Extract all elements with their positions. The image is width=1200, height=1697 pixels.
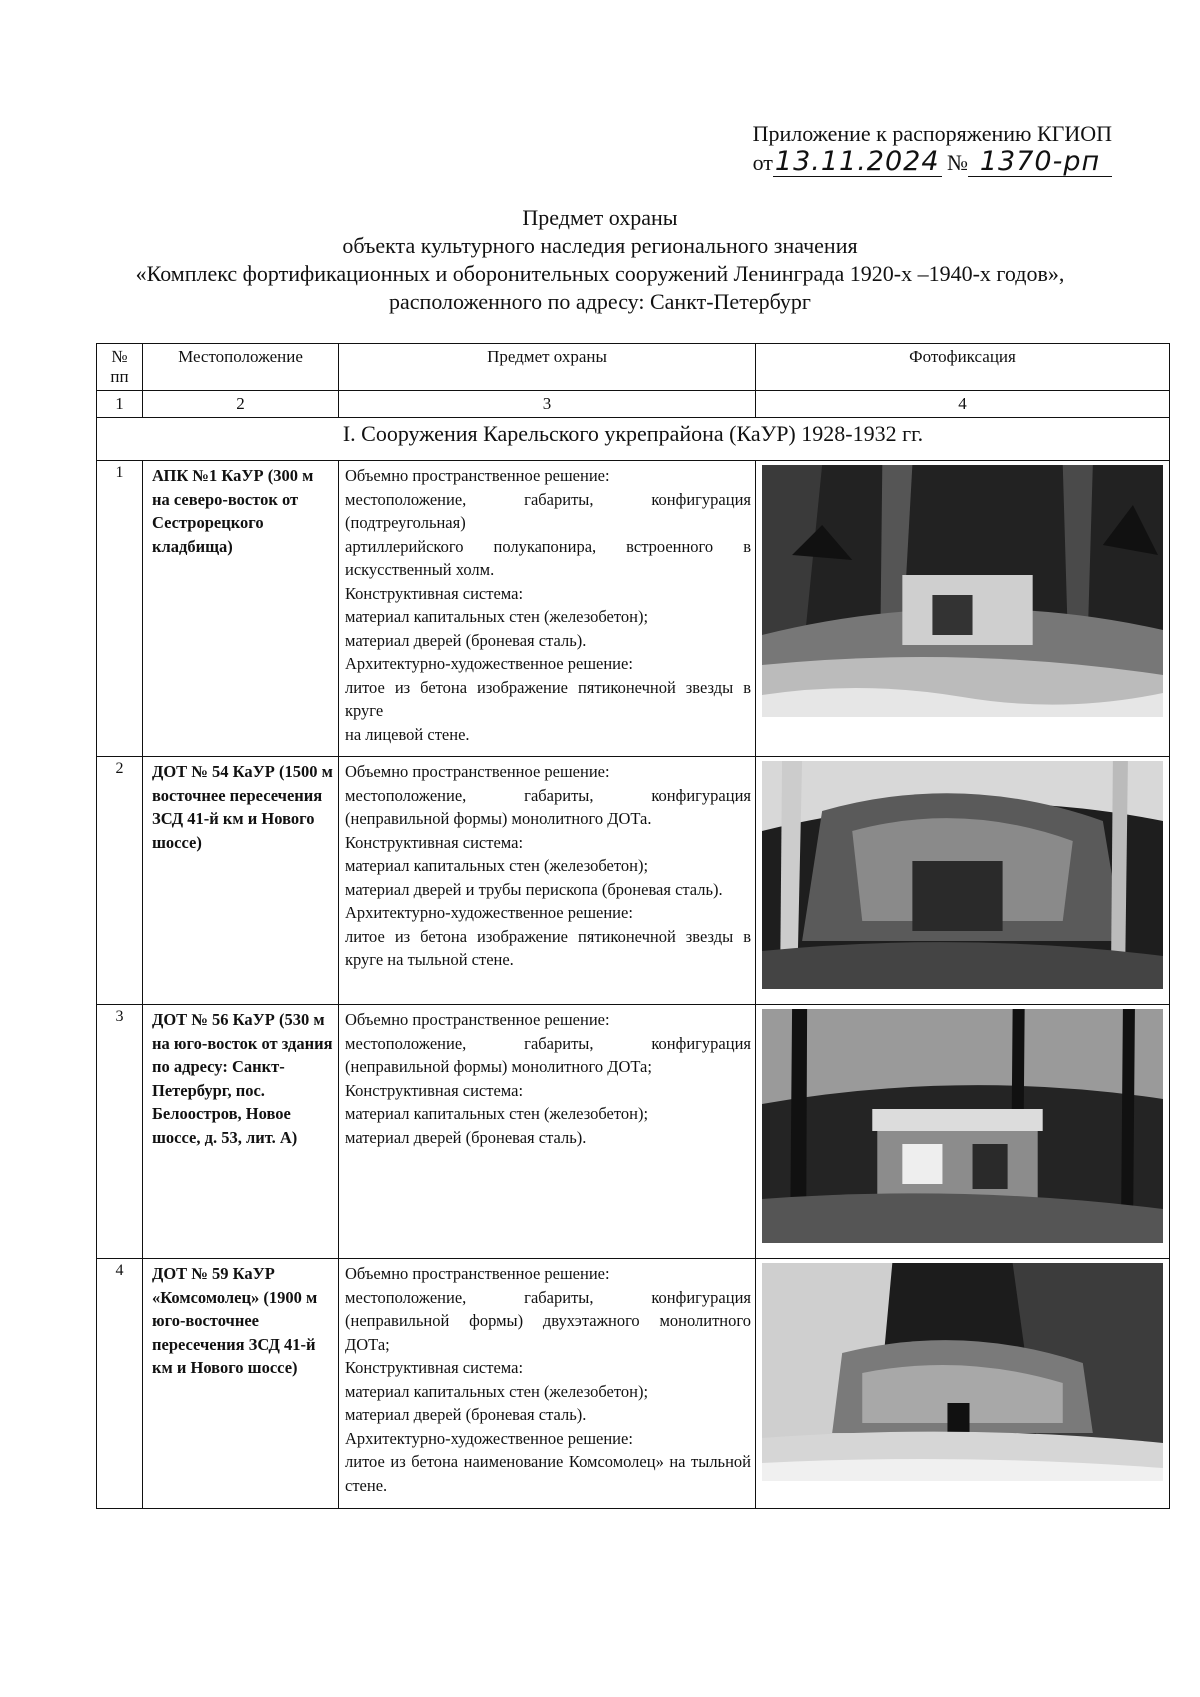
column-number: 3 bbox=[339, 391, 756, 418]
section-title: I. Сооружения Карельского укрепрайона (КаУР) 1928-1932 гг. bbox=[97, 418, 1170, 461]
row-location: ДОТ № 59 КаУР «Комсомолец» (1900 м юго-восточнее пересечения ЗСД 41-й км и Нового шоссе) bbox=[143, 1259, 339, 1509]
column-number-row bbox=[97, 391, 1170, 418]
subject-line: литое из бетона изображение пятиконечной звезды в круге на тыльной стене. bbox=[345, 926, 751, 969]
header-location: Местоположение bbox=[143, 344, 339, 391]
subject-line: Объемно пространственное решение: bbox=[345, 466, 610, 485]
subject-line: материал капитальных стен (железобетон); bbox=[345, 1381, 649, 1401]
subject-line: Объемно пространственное решение: bbox=[345, 1010, 610, 1029]
subject-line: Конструктивная система: bbox=[345, 583, 524, 603]
number-label: № bbox=[947, 150, 968, 175]
row-number: 1 bbox=[97, 461, 143, 757]
table-row bbox=[97, 1259, 1170, 1509]
table-header-row bbox=[97, 344, 1170, 391]
photo-bunker-apk1 bbox=[762, 465, 1163, 717]
table-row bbox=[97, 1005, 1170, 1259]
subject-line: материал дверей (броневая сталь). bbox=[345, 630, 587, 650]
photo-bunker-dot59 bbox=[762, 1263, 1163, 1481]
subject-line: материал дверей (броневая сталь). bbox=[345, 1405, 587, 1424]
column-number: 1 bbox=[97, 391, 143, 418]
column-number: 4 bbox=[756, 391, 1170, 418]
row-location: ДОТ № 54 КаУР (1500 м восточнее пересечения ЗСД 41-й км и Нового шоссе) bbox=[143, 757, 339, 1005]
column-number: 2 bbox=[143, 391, 339, 418]
subject-line: на лицевой стене. bbox=[345, 724, 470, 744]
handwritten-date: 13.11.2024 bbox=[774, 146, 940, 177]
row-subject bbox=[339, 1259, 756, 1509]
subject-line: артиллерийского полукапонира, встроенного в искусственный холм. bbox=[345, 536, 751, 579]
table-row bbox=[97, 757, 1170, 1005]
subject-line: местоположение, габариты, конфигурация (неправильной формы) монолитного ДОТа; bbox=[345, 1033, 751, 1076]
row-number: 4 bbox=[97, 1259, 143, 1509]
subject-line: материал капитальных стен (железобетон); bbox=[345, 1104, 649, 1123]
handwritten-number: 1370-рп bbox=[968, 148, 1112, 177]
annex-line: Приложение к распоряжению КГИОП bbox=[752, 121, 1112, 146]
subject-line: материал капитальных стен (железобетон); bbox=[345, 856, 649, 875]
subject-line: литое из бетона наименование Комсомолец» на тыльной стене. bbox=[345, 1452, 751, 1495]
row-location: ДОТ № 56 КаУР (530 м на юго-восток от здания по адресу: Санкт-Петербург, пос. Белоостров, Новое шоссе, д. 53, лит. А) bbox=[143, 1005, 339, 1259]
row-number: 2 bbox=[97, 757, 143, 1005]
subject-line: материал дверей и трубы перископа (броневая сталь). bbox=[345, 879, 723, 899]
row-number: 3 bbox=[97, 1005, 143, 1259]
subject-line: Конструктивная система: bbox=[345, 1080, 524, 1100]
annex-header bbox=[753, 120, 1112, 177]
subject-line: местоположение, габариты, конфигурация (неправильной формы) монолитного ДОТа. bbox=[345, 785, 751, 828]
row-photo-cell bbox=[756, 757, 1170, 1005]
row-photo-cell bbox=[756, 461, 1170, 757]
subject-line: материал дверей (броневая сталь). bbox=[345, 1127, 587, 1147]
row-photo-cell bbox=[756, 1259, 1170, 1509]
subject-line: Архитектурно-художественное решение: bbox=[345, 654, 633, 673]
title-line-2: объекта культурного наследия регионального значения bbox=[342, 233, 858, 258]
subject-line: Объемно пространственное решение: bbox=[345, 762, 610, 781]
title-line-4: расположенного по адресу: Санкт-Петербург bbox=[389, 289, 811, 314]
row-photo-cell bbox=[756, 1005, 1170, 1259]
photo-bunker-dot54 bbox=[762, 761, 1163, 989]
title-line-1: Предмет охраны bbox=[522, 205, 678, 230]
document-title bbox=[60, 204, 1140, 316]
subject-line: литое из бетона изображение пятиконечной звезды в круге bbox=[345, 677, 751, 720]
header-subject: Предмет охраны bbox=[339, 344, 756, 391]
photo-bunker-dot56 bbox=[762, 1009, 1163, 1243]
header-number: № пп bbox=[97, 344, 143, 391]
title-line-3: «Комплекс фортификационных и оборонительных сооружений Ленинграда 1920-х –1940-х годов», bbox=[135, 261, 1065, 286]
row-location: АПК №1 КаУР (300 м на северо-восток от Сестрорецкого кладбища) bbox=[143, 461, 339, 757]
subject-line: Архитектурно-художественное решение: bbox=[345, 1428, 633, 1448]
subject-line: Архитектурно-художественное решение: bbox=[345, 903, 633, 922]
subject-line: Объемно пространственное решение: bbox=[345, 1264, 610, 1283]
protection-subject-table bbox=[96, 343, 1170, 1509]
subject-line: местоположение, габариты, конфигурация (подтреугольная) bbox=[345, 489, 751, 532]
from-label: от bbox=[752, 150, 773, 175]
row-subject bbox=[339, 1005, 756, 1259]
subject-line: Конструктивная система: bbox=[345, 832, 524, 852]
row-subject bbox=[339, 461, 756, 757]
section-row bbox=[97, 418, 1170, 461]
table-row bbox=[97, 461, 1170, 757]
subject-line: Конструктивная система: bbox=[345, 1358, 524, 1377]
header-photo: Фотофиксация bbox=[756, 344, 1170, 391]
row-subject bbox=[339, 757, 756, 1005]
subject-line: материал капитальных стен (железобетон); bbox=[345, 607, 649, 626]
subject-line: местоположение, габариты, конфигурация (неправильной формы) двухэтажного монолитного ДОТа; bbox=[345, 1287, 751, 1354]
annex-date-line bbox=[753, 148, 1112, 177]
